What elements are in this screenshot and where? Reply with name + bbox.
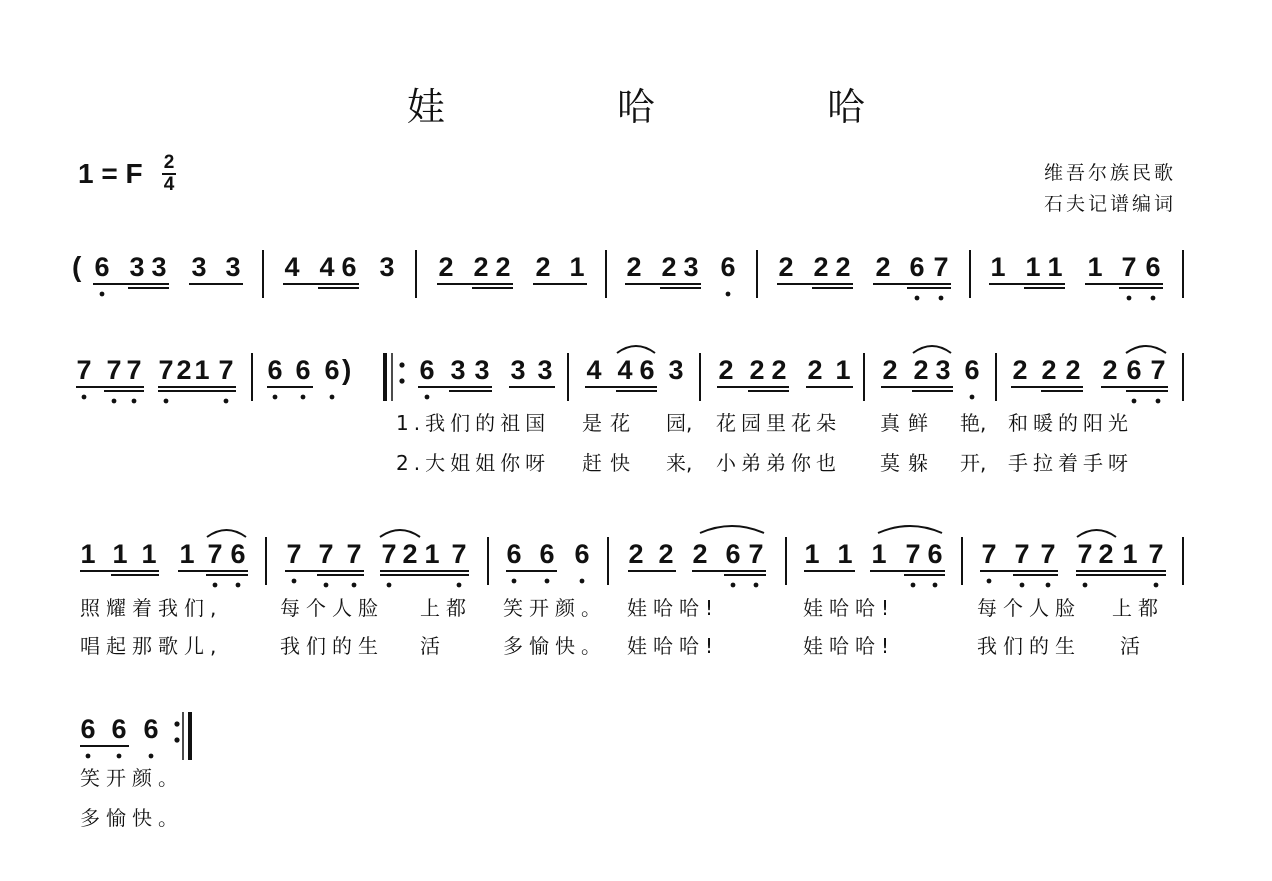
- note: 3: [129, 252, 145, 282]
- lyric-phrase: 是花: [582, 411, 638, 435]
- low-octave-dot: [915, 296, 920, 301]
- low-octave-dot: [273, 395, 278, 400]
- low-octave-dot: [301, 395, 306, 400]
- note: 2: [692, 539, 708, 569]
- lyric-phrase: 活: [1120, 634, 1140, 658]
- lyric-phrase: 和暖的阳光: [1008, 411, 1133, 435]
- low-octave-dot: [933, 583, 938, 588]
- note: 7: [981, 539, 997, 569]
- note: 6: [267, 355, 283, 385]
- note: 1: [141, 539, 157, 569]
- note: 2: [807, 355, 823, 385]
- note: 2: [1065, 355, 1081, 385]
- lyric-phrase: 来,: [666, 451, 693, 475]
- note: 6: [80, 714, 96, 744]
- low-octave-dot: [754, 583, 759, 588]
- note: 2: [1041, 355, 1057, 385]
- note: 3: [151, 252, 167, 282]
- parenthesis: (: [72, 251, 82, 282]
- note: 6: [1145, 252, 1161, 282]
- note: 2: [1102, 355, 1118, 385]
- note: 2: [835, 252, 851, 282]
- note: 2: [495, 252, 511, 282]
- lyric-phrase: 花园里花朵: [716, 411, 841, 435]
- note: 7: [207, 539, 223, 569]
- note: 7: [76, 355, 92, 385]
- note: 2: [875, 252, 891, 282]
- slur: [700, 526, 764, 533]
- low-octave-dot: [352, 583, 357, 588]
- note: 6: [639, 355, 655, 385]
- lyric-phrase: 我们的生: [280, 634, 384, 658]
- note: 2: [661, 252, 677, 282]
- note: 7: [126, 355, 142, 385]
- note: 7: [748, 539, 764, 569]
- low-octave-dot: [100, 292, 105, 297]
- note: 1: [80, 539, 96, 569]
- note: 3: [510, 355, 526, 385]
- repeat-dot: [399, 362, 404, 367]
- low-octave-dot: [425, 395, 430, 400]
- note: 6: [111, 714, 127, 744]
- low-octave-dot: [987, 579, 992, 584]
- note: 1: [835, 355, 851, 385]
- note: 2: [749, 355, 765, 385]
- note: 2: [1012, 355, 1028, 385]
- note: 2: [473, 252, 489, 282]
- note: 6: [295, 355, 311, 385]
- note: 3: [668, 355, 684, 385]
- low-octave-dot: [213, 583, 218, 588]
- lyric-phrase: 真鲜: [880, 411, 936, 435]
- low-octave-dot: [224, 399, 229, 404]
- low-octave-dot: [1154, 583, 1159, 588]
- note: 6: [927, 539, 943, 569]
- note: 7: [346, 539, 362, 569]
- low-octave-dot: [1132, 399, 1137, 404]
- lyric-phrase: 娃哈哈!: [803, 634, 896, 658]
- note: 1: [871, 539, 887, 569]
- note: 1: [1025, 252, 1041, 282]
- note: 2: [438, 252, 454, 282]
- note: 6: [419, 355, 435, 385]
- note: 1: [1047, 252, 1063, 282]
- low-octave-dot: [292, 579, 297, 584]
- low-octave-dot: [112, 399, 117, 404]
- low-octave-dot: [726, 292, 731, 297]
- note: 7: [318, 539, 334, 569]
- low-octave-dot: [86, 754, 91, 759]
- note: 3: [379, 252, 395, 282]
- note: 7: [158, 355, 174, 385]
- lyric-phrase: 上都: [1112, 596, 1164, 620]
- lyric-phrase: 手拉着手呀: [1008, 451, 1133, 475]
- note: 6: [964, 355, 980, 385]
- slur: [878, 526, 942, 533]
- low-octave-dot: [117, 754, 122, 759]
- lyric-phrase: 2.大姐姐你呀: [396, 451, 551, 475]
- note: 1: [1087, 252, 1103, 282]
- repeat-dot: [399, 378, 404, 383]
- lyric-phrase: 开,: [960, 451, 987, 475]
- note: 7: [1077, 539, 1093, 569]
- note: 3: [935, 355, 951, 385]
- note: 7: [451, 539, 467, 569]
- note: 2: [882, 355, 898, 385]
- lyric-phrase: 活: [420, 634, 440, 658]
- low-octave-dot: [132, 399, 137, 404]
- low-octave-dot: [512, 579, 517, 584]
- note: 2: [778, 252, 794, 282]
- note: 1: [837, 539, 853, 569]
- note: 6: [341, 252, 357, 282]
- low-octave-dot: [330, 395, 335, 400]
- note: 6: [143, 714, 159, 744]
- lyric-phrase: 每个人脸: [977, 596, 1081, 620]
- note: 7: [106, 355, 122, 385]
- note: 6: [230, 539, 246, 569]
- note: 2: [402, 539, 418, 569]
- lyric-phrase: 笑开颜。: [80, 766, 184, 790]
- low-octave-dot: [1127, 296, 1132, 301]
- note: 2: [813, 252, 829, 282]
- lyric-phrase: 我们的生: [977, 634, 1081, 658]
- slur: [380, 530, 420, 537]
- low-octave-dot: [82, 395, 87, 400]
- lyric-phrase: 每个人脸: [280, 596, 384, 620]
- low-octave-dot: [545, 579, 550, 584]
- low-octave-dot: [731, 583, 736, 588]
- note: 6: [94, 252, 110, 282]
- low-octave-dot: [939, 296, 944, 301]
- note: 6: [909, 252, 925, 282]
- note: 7: [1148, 539, 1164, 569]
- repeat-dot: [174, 737, 179, 742]
- note: 2: [718, 355, 734, 385]
- low-octave-dot: [911, 583, 916, 588]
- low-octave-dot: [1156, 399, 1161, 404]
- lyric-phrase: 笑开颜。: [503, 596, 607, 620]
- time-signature-bottom: 4: [163, 174, 175, 195]
- low-octave-dot: [457, 583, 462, 588]
- note: 1: [990, 252, 1006, 282]
- note: 7: [1121, 252, 1137, 282]
- song-title: 娃 哈 哈: [406, 85, 946, 129]
- note: 1: [569, 252, 585, 282]
- note: 6: [720, 252, 736, 282]
- note: 4: [284, 252, 300, 282]
- note: 1: [112, 539, 128, 569]
- time-signature-top: 2: [163, 152, 175, 173]
- credit-arranger: 石夫记谱编词: [1043, 193, 1176, 215]
- low-octave-dot: [1020, 583, 1025, 588]
- low-octave-dot: [149, 754, 154, 759]
- lyric-phrase: 唱起那歌儿,: [80, 634, 223, 658]
- parenthesis: ): [342, 354, 352, 385]
- note: 2: [658, 539, 674, 569]
- low-octave-dot: [1046, 583, 1051, 588]
- note: 1: [194, 355, 210, 385]
- low-octave-dot: [970, 395, 975, 400]
- note: 6: [506, 539, 522, 569]
- lyric-phrase: 园,: [666, 411, 693, 435]
- lyric-phrase: 小弟弟你也: [716, 451, 841, 475]
- slur: [207, 530, 246, 537]
- low-octave-dot: [324, 583, 329, 588]
- slur: [913, 346, 951, 353]
- note: 2: [913, 355, 929, 385]
- low-octave-dot: [387, 583, 392, 588]
- lyric-phrase: 多愉快。: [503, 634, 607, 658]
- note: 7: [905, 539, 921, 569]
- note: 7: [218, 355, 234, 385]
- low-octave-dot: [580, 579, 585, 584]
- note: 2: [626, 252, 642, 282]
- note: 3: [450, 355, 466, 385]
- note: 2: [1098, 539, 1114, 569]
- note: 4: [586, 355, 602, 385]
- lyric-phrase: 艳,: [960, 411, 987, 435]
- low-octave-dot: [1083, 583, 1088, 588]
- note: 6: [324, 355, 340, 385]
- note: 2: [535, 252, 551, 282]
- repeat-dot: [174, 721, 179, 726]
- note: 1: [179, 539, 195, 569]
- note: 3: [191, 252, 207, 282]
- note: 4: [617, 355, 633, 385]
- lyric-phrase: 莫躲: [880, 451, 936, 475]
- note: 3: [537, 355, 553, 385]
- note: 6: [1126, 355, 1142, 385]
- note: 4: [319, 252, 335, 282]
- note: 3: [474, 355, 490, 385]
- lyric-phrase: 1.我们的祖国: [396, 411, 551, 435]
- slur: [1077, 530, 1116, 537]
- lyric-phrase: 照耀着我们,: [80, 596, 223, 620]
- lyric-phrase: 娃哈哈!: [627, 596, 720, 620]
- lyric-phrase: 多愉快。: [80, 806, 184, 830]
- note: 3: [225, 252, 241, 282]
- lyric-phrase: 娃哈哈!: [803, 596, 896, 620]
- note: 7: [1040, 539, 1056, 569]
- low-octave-dot: [164, 399, 169, 404]
- note: 2: [176, 355, 192, 385]
- lyric-phrase: 上都: [420, 596, 472, 620]
- lyric-phrase: 娃哈哈!: [627, 634, 720, 658]
- note: 7: [1150, 355, 1166, 385]
- low-octave-dot: [236, 583, 241, 588]
- note: 7: [1014, 539, 1030, 569]
- key-signature: 1 = F: [78, 158, 143, 189]
- note: 3: [683, 252, 699, 282]
- lyric-phrase: 赶快: [582, 451, 638, 475]
- low-octave-dot: [1151, 296, 1156, 301]
- note: 2: [771, 355, 787, 385]
- note: 7: [933, 252, 949, 282]
- note: 6: [574, 539, 590, 569]
- credit-origin: 维吾尔族民歌: [1043, 162, 1176, 184]
- note: 1: [1122, 539, 1138, 569]
- slur: [1126, 346, 1166, 353]
- note: 1: [424, 539, 440, 569]
- note: 7: [381, 539, 397, 569]
- slur: [617, 346, 655, 353]
- note: 7: [286, 539, 302, 569]
- note: 1: [804, 539, 820, 569]
- note: 6: [539, 539, 555, 569]
- note: 6: [725, 539, 741, 569]
- note: 2: [628, 539, 644, 569]
